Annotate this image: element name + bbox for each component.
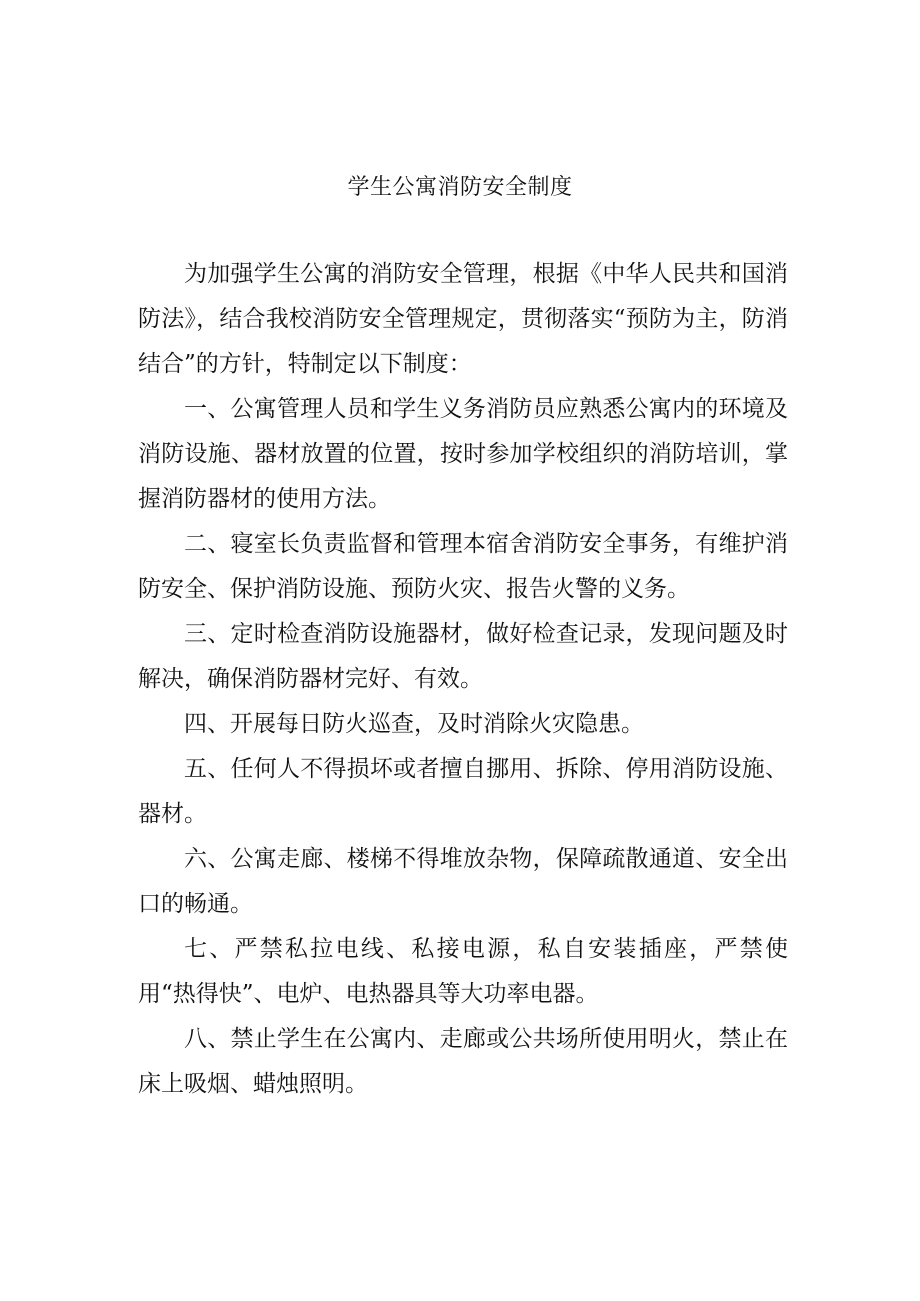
document-title: 学生公寓消防安全制度 (347, 175, 573, 200)
document-body (138, 252, 788, 1107)
paragraph-intro: 为加强学生公寓的消防安全管理，根据《中华人民共和国消防法》，结合我校消防安全管理规定，贯彻落实“预防为主，防消结合”的方针，特制定以下制度： (138, 261, 788, 377)
paragraph-rule-4: 四、开展每日防火巡查，及时消除火灾隐患。 (184, 711, 644, 737)
paragraph-rule-5: 五、任何人不得损坏或者擅自挪用、拆除、停用消防设施、器材。 (138, 756, 788, 827)
paragraph-rule-2: 二、寝室长负责监督和管理本宿舍消防安全事务，有维护消防安全、保护消防设施、预防火灾、报告火警的义务。 (138, 531, 788, 602)
paragraph-rule-3: 三、定时检查消防设施器材，做好检查记录，发现问题及时解决，确保消防器材完好、有效。 (138, 621, 788, 692)
paragraph-rule-7: 七、严禁私拉电线、私接电源，私自安装插座，严禁使用“热得快”、电炉、电热器具等大功率电器。 (138, 936, 788, 1007)
paragraph-rule-6: 六、公寓走廊、楼梯不得堆放杂物，保障疏散通道、安全出口的畅通。 (138, 846, 788, 917)
paragraph-rule-8: 八、禁止学生在公寓内、走廊或公共场所使用明火，禁止在床上吸烟、蜡烛照明。 (138, 1026, 788, 1097)
paragraph-rule-1: 一、公寓管理人员和学生义务消防员应熟悉公寓内的环境及消防设施、器材放置的位置，按时参加学校组织的消防培训，掌握消防器材的使用方法。 (138, 396, 788, 512)
